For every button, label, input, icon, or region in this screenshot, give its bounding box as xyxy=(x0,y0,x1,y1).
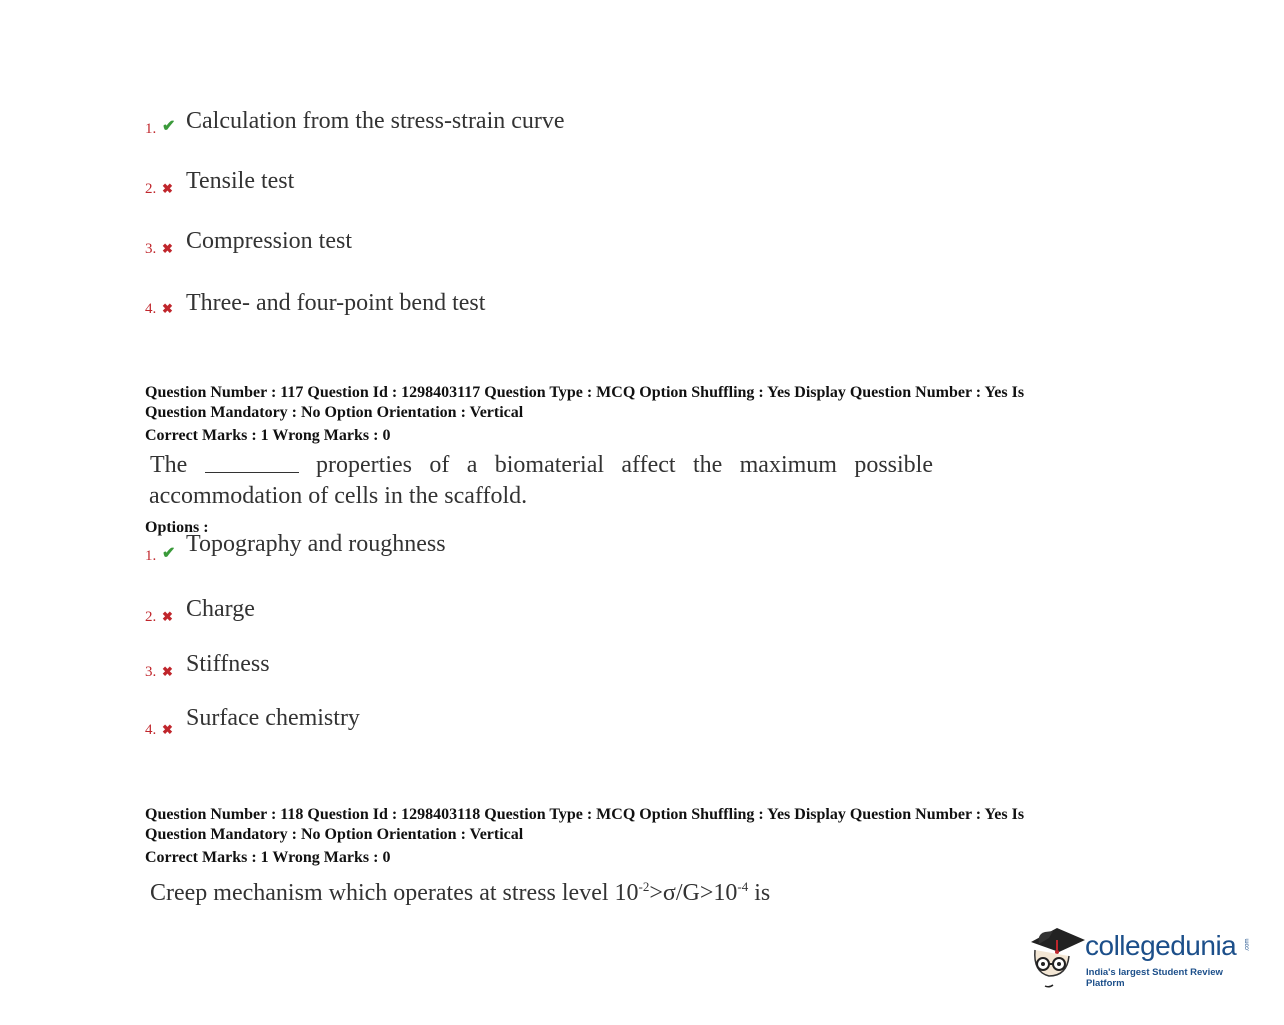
question-text: is xyxy=(748,880,771,906)
word: affect xyxy=(621,452,676,478)
word: maximum xyxy=(739,452,837,478)
option-text: Surface chemistry xyxy=(186,705,360,731)
question-118-text xyxy=(150,871,770,909)
exponent: -2 xyxy=(638,879,650,894)
option-1 xyxy=(145,531,446,566)
question-117-meta xyxy=(145,383,1105,446)
word: The xyxy=(150,452,188,478)
cross-icon: ✖ xyxy=(162,241,173,256)
option-1 xyxy=(145,108,565,139)
check-icon: ✔ xyxy=(162,545,176,562)
word: of xyxy=(429,452,450,478)
option-3 xyxy=(145,651,270,682)
option-4 xyxy=(145,290,486,319)
cross-icon: ✖ xyxy=(162,609,173,624)
word: properties xyxy=(316,452,412,478)
option-number: 4. xyxy=(145,301,157,317)
meta-line-1: Question Number : 118 Question Id : 1298403118 Question Type : MCQ Option Shuffling : Yes Display Question Number : Yes Is xyxy=(145,806,1025,823)
option-text: Charge xyxy=(186,596,255,622)
option-number: 3. xyxy=(145,241,157,257)
question-line-1 xyxy=(150,450,933,481)
meta-line-2: Question Mandatory : No Option Orientation : Vertical xyxy=(145,826,524,843)
option-number: 4. xyxy=(145,722,157,738)
marks-line: Correct Marks : 1 Wrong Marks : 0 xyxy=(145,427,391,444)
cross-icon: ✖ xyxy=(162,722,173,737)
option-2 xyxy=(145,168,295,199)
mascot-icon xyxy=(1027,920,1089,990)
brand-domain: .com xyxy=(1244,938,1251,952)
option-number: 2. xyxy=(145,181,157,197)
question-text: Creep mechanism which operates at stress level 10 xyxy=(150,880,639,906)
option-text: Three- and four-point bend test xyxy=(186,290,486,316)
option-number: 3. xyxy=(145,664,157,680)
option-text: Tensile test xyxy=(186,168,295,194)
option-number: 2. xyxy=(145,609,157,625)
meta-line-2: Question Mandatory : No Option Orientation : Vertical xyxy=(145,404,524,421)
meta-line-1: Question Number : 117 Question Id : 1298403117 Question Type : MCQ Option Shuffling : Yes Display Question Number : Yes Is xyxy=(145,384,1025,401)
cross-icon: ✖ xyxy=(162,301,173,316)
question-text: >σ/G>10 xyxy=(649,880,738,906)
check-icon: ✔ xyxy=(162,118,176,135)
question-118-meta xyxy=(145,805,1105,868)
option-4 xyxy=(145,705,360,740)
question-117-text xyxy=(150,450,933,512)
option-text: Calculation from the stress-strain curve xyxy=(186,108,565,134)
word: biomaterial xyxy=(494,452,605,478)
word: a xyxy=(466,452,478,478)
option-2 xyxy=(145,596,255,627)
option-3 xyxy=(145,228,352,259)
options-label: Options : xyxy=(145,519,209,536)
option-text: Topography and roughness xyxy=(186,531,446,557)
option-number: 1. xyxy=(145,548,157,564)
brand-tagline: India's largest Student Review Platform xyxy=(1086,967,1223,989)
collegedunia-logo xyxy=(1027,920,1257,990)
cross-icon: ✖ xyxy=(162,664,173,679)
option-number: 1. xyxy=(145,121,157,137)
option-text: Stiffness xyxy=(186,651,270,677)
word: possible xyxy=(854,452,933,478)
cross-icon: ✖ xyxy=(162,181,173,196)
option-text: Compression test xyxy=(186,228,352,254)
fill-blank xyxy=(205,450,299,473)
word: the xyxy=(692,452,723,478)
marks-line: Correct Marks : 1 Wrong Marks : 0 xyxy=(145,849,391,866)
exponent: -4 xyxy=(737,879,749,894)
brand-name: collegedunia xyxy=(1085,930,1237,961)
question-line-2: accommodation of cells in the scaffold. xyxy=(149,483,528,509)
